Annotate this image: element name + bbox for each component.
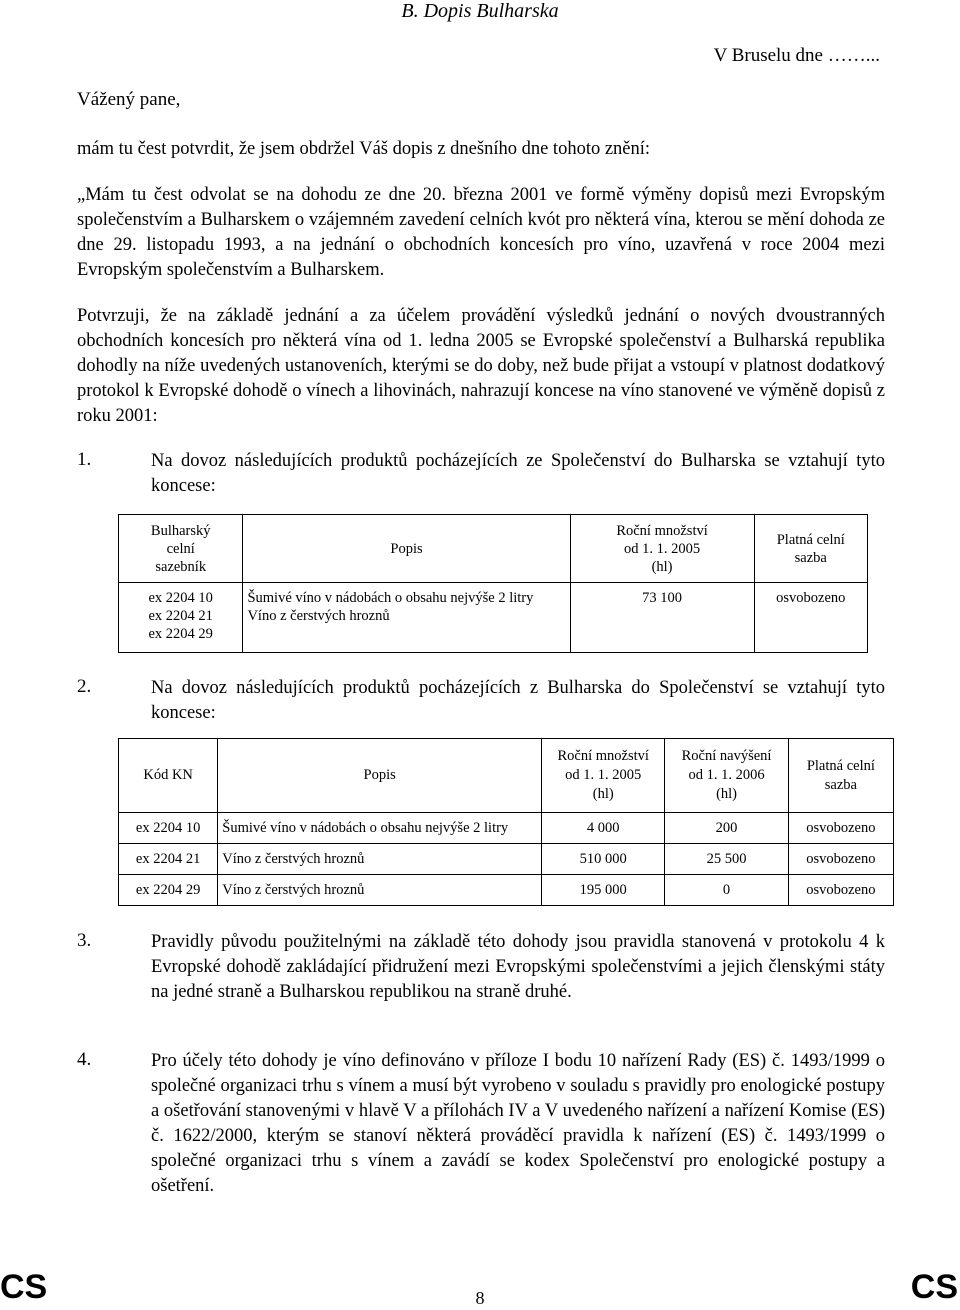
header-quota: Roční množství od 1. 1. 2005 (hl) bbox=[570, 515, 754, 583]
item-text: Na dovoz následujících produktů pocházejících ze Společenství do Bulharska se vztahují tyto koncese: bbox=[151, 451, 885, 496]
item-number: 3. bbox=[77, 930, 92, 951]
item-text: Na dovoz následujících produktů pocházejících z Bulharska do Společenství se vztahují tyto koncese: bbox=[151, 678, 885, 723]
item-number: 1. bbox=[77, 449, 92, 470]
header-rate: Platná celní sazba bbox=[754, 515, 867, 583]
intro-paragraph: mám tu čest potvrdit, že jsem obdržel Váš dopis z dnešního dne tohoto znění: bbox=[77, 139, 651, 159]
rate-value: osvobozeno bbox=[788, 813, 893, 844]
table-row bbox=[119, 813, 894, 844]
header-rate: Platná celní sazba bbox=[788, 739, 893, 813]
item-number: 2. bbox=[77, 676, 92, 697]
product-description: Šumivé víno v nádobách o obsahu nejvýše 2 litry Víno z čerstvých hroznů bbox=[243, 583, 570, 653]
footer-language-left: CS bbox=[0, 1268, 48, 1306]
quota-value: 4 000 bbox=[542, 813, 665, 844]
header-tariff: Bulharský celní sazebník bbox=[119, 515, 243, 583]
table-row bbox=[119, 844, 894, 875]
greeting: Vážený pane, bbox=[77, 89, 181, 110]
table-row bbox=[119, 583, 868, 653]
quota-value: 73 100 bbox=[570, 583, 754, 653]
quote-paragraph: „Mám tu čest odvolat se na dohodu ze dne 20. března 2001 ve formě výměny dopisů mezi Evropským společenstvím a Bulharskem o vzájemném zavedení celních kvót pro některá vína, kterou se mění dohoda ze dne 29. listopadu 1993, a na jednání o obchodních koncesích pro víno, uzavřená v roce 2004 mezi Evropským společenstvím a Bulharskem. bbox=[77, 185, 885, 280]
tariff-codes: ex 2204 10 ex 2204 21 ex 2204 29 bbox=[119, 583, 243, 653]
cn-code: ex 2204 21 bbox=[119, 844, 218, 875]
table-header-row bbox=[119, 739, 894, 813]
page-number: 8 bbox=[475, 1288, 485, 1308]
table-header-row bbox=[119, 515, 868, 583]
increase-value: 200 bbox=[665, 813, 788, 844]
import-table-bg-to-eu bbox=[118, 738, 894, 906]
header-description: Popis bbox=[243, 515, 570, 583]
document-heading: B. Dopis Bulharska bbox=[401, 0, 559, 22]
rate-value: osvobozeno bbox=[754, 583, 867, 653]
cn-code: ex 2204 29 bbox=[119, 875, 218, 906]
header-cn-code: Kód KN bbox=[119, 739, 218, 813]
increase-value: 0 bbox=[665, 875, 788, 906]
quota-value: 195 000 bbox=[542, 875, 665, 906]
footer-language-right: CS bbox=[910, 1268, 958, 1306]
item-text: Pravidly původu použitelnými na základě této dohody jsou pravidla stanovená v protokolu 4 k Evropské dohodě zakládající přidružení mezi Evropskými společenstvími a jejich členskými státy na jedné straně a Bulharskou republikou na straně druhé. bbox=[151, 932, 885, 1002]
header-increase: Roční navýšení od 1. 1. 2006 (hl) bbox=[665, 739, 788, 813]
rate-value: osvobozeno bbox=[788, 844, 893, 875]
product-description: Víno z čerstvých hroznů bbox=[218, 875, 542, 906]
header-quota: Roční množství od 1. 1. 2005 (hl) bbox=[542, 739, 665, 813]
header-description: Popis bbox=[218, 739, 542, 813]
import-table-eu-to-bg bbox=[118, 514, 868, 653]
confirm-paragraph: Potvrzuji, že na základě jednání a za účelem provádění výsledků jednání o nových dvoustranných obchodních koncesích pro některá vína od 1. ledna 2005 se Evropské společenství a Bulharská republika dohodly na níže uvedených ustanoveních, kterými se do doby, než bude přijat a vstoupí v platnost dodatkový protokol k Evropské dohodě o vínech a lihovinách, nahrazují koncese na víno stanovené ve výměně dopisů z roku 2001: bbox=[77, 306, 885, 426]
product-description: Víno z čerstvých hroznů bbox=[218, 844, 542, 875]
item-number: 4. bbox=[77, 1049, 92, 1070]
table-row bbox=[119, 875, 894, 906]
date-line: V Bruselu dne ……... bbox=[713, 45, 880, 66]
quota-value: 510 000 bbox=[542, 844, 665, 875]
item-text: Pro účely této dohody je víno definováno v příloze I bodu 10 nařízení Rady (ES) č. 1493/1999 o společné organizaci trhu s vínem a musí být vyrobeno v souladu s pravidly pro enologické postupy a ošetřování stanovenými v hlavě V a přílohách IV a V uvedeného nařízení a nařízení Komise (ES) č. 1622/2000, kterým se stanoví některá prováděcí pravidla k nařízení (ES) č. 1493/1999 o společné organizaci trhu s vínem a zavádí se kodex Společenství pro enologické postupy a ošetření. bbox=[151, 1051, 885, 1196]
rate-value: osvobozeno bbox=[788, 875, 893, 906]
cn-code: ex 2204 10 bbox=[119, 813, 218, 844]
increase-value: 25 500 bbox=[665, 844, 788, 875]
product-description: Šumivé víno v nádobách o obsahu nejvýše 2 litry bbox=[218, 813, 542, 844]
